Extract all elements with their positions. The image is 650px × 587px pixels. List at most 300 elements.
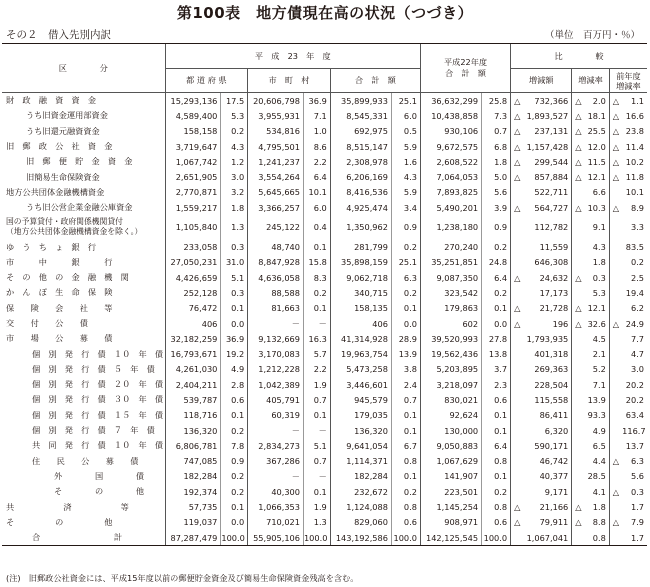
table-row (2, 377, 647, 392)
municipality-ratio: 1.9 (303, 499, 330, 514)
row-label: うち旧公営企業金融公庫資金 (26, 202, 133, 213)
increase-value: 299,544 (534, 156, 569, 167)
prefecture-ratio: 2.8 (221, 377, 248, 392)
prefecture-ratio: 7.8 (221, 438, 248, 453)
increase-rate-sign (572, 362, 585, 377)
prev-year-total: 9,087,350 (420, 270, 481, 285)
total-value: 340,715 (330, 285, 391, 300)
row-label: 個 別 発 行 債 ７ 年 債 (32, 425, 155, 436)
increase-rate-sign: △ (572, 124, 585, 139)
prev-year-total: 908,971 (420, 515, 481, 530)
prev-rate-sign (609, 530, 622, 546)
table-row (2, 154, 647, 169)
municipality-ratio: 0.1 (303, 408, 330, 423)
header-increase-rate: 増減率 (572, 69, 610, 93)
row-label: 旧 郵 政 公 社 資 金 (6, 141, 113, 152)
prev-year-total: 830,021 (420, 392, 481, 407)
total-ratio: 4.3 (391, 169, 420, 184)
prev-year-total: 35,251,851 (420, 255, 481, 270)
total-ratio: 6.7 (391, 438, 420, 453)
increase-rate: 4.9 (592, 425, 606, 436)
prev-year-ratio: 25.8 (482, 93, 511, 109)
municipality-ratio: 0.2 (303, 285, 330, 300)
table-row (2, 93, 647, 109)
prefecture-value: 3,719,647 (165, 139, 221, 154)
municipality-ratio: 1.9 (303, 377, 330, 392)
increase-sign: △ (511, 124, 524, 139)
prev-rate-sign: △ (609, 515, 622, 530)
increase-value: 564,727 (534, 202, 569, 213)
table-row (2, 331, 647, 346)
prefecture-value: 539,787 (165, 392, 221, 407)
municipality-ratio: 0.7 (303, 392, 330, 407)
prev-rate-sign (609, 255, 622, 270)
increase-value: 1,893,527 (526, 110, 569, 121)
increase-value: 1,157,428 (526, 141, 569, 152)
prefecture-value: 32,182,259 (165, 331, 221, 346)
prev-year-total: 141,907 (420, 469, 481, 484)
prefecture-ratio: 3.0 (221, 169, 248, 184)
row-label: 地方公共団体金融機構資金 (6, 186, 105, 197)
prev-rate-sign: △ (609, 139, 622, 154)
total-ratio: 3.8 (391, 362, 420, 377)
increase-value: 646,308 (534, 257, 569, 268)
prefecture-value: 119,037 (165, 515, 221, 530)
prev-year-ratio: 0.1 (482, 301, 511, 316)
table-row (2, 200, 647, 215)
debt-balance-table (2, 43, 647, 546)
prev-rate-sign (609, 270, 622, 285)
prev-rate: 4.7 (630, 349, 644, 360)
increase-value: 112,782 (534, 222, 569, 233)
prev-year-total: 36,632,299 (420, 93, 481, 109)
municipality-ratio: 2.2 (303, 362, 330, 377)
prev-rate: 116.7 (622, 425, 646, 436)
prefecture-value: 406 (165, 316, 221, 331)
municipality-ratio: 1.3 (303, 515, 330, 530)
increase-sign (511, 185, 524, 200)
total-ratio: 0.1 (391, 423, 420, 438)
prefecture-ratio: 4.9 (221, 362, 248, 377)
increase-rate-sign: △ (572, 270, 585, 285)
municipality-ratio: 1.0 (303, 124, 330, 139)
row-label: 保 険 会 社 等 (6, 302, 113, 313)
total-ratio: 6.0 (391, 108, 420, 123)
header-h22-line1: 平成22年度 (443, 57, 488, 67)
increase-rate: 8.8 (592, 517, 606, 528)
header-prev-rate-line2: 増減率 (616, 80, 641, 91)
municipality-value: 2,834,273 (248, 438, 304, 453)
increase-rate: 4.4 (592, 456, 606, 467)
header-municipality: 市 町 村 (248, 69, 331, 93)
table-row (2, 139, 647, 154)
increase-rate: 4.3 (592, 242, 606, 253)
prev-rate: 83.5 (625, 242, 644, 253)
prev-year-ratio: 27.8 (482, 331, 511, 346)
increase-rate-sign: △ (572, 515, 585, 530)
increase-value: 237,131 (534, 126, 569, 137)
total-ratio: 6.3 (391, 270, 420, 285)
increase-value: 196 (552, 318, 569, 329)
municipality-ratio: 7.1 (303, 108, 330, 123)
prefecture-value: 192,374 (165, 484, 221, 499)
increase-rate-sign: △ (572, 108, 585, 123)
total-value: 1,350,962 (330, 215, 391, 239)
prefecture-value: 118,716 (165, 408, 221, 423)
increase-value: 79,911 (539, 517, 569, 528)
prefecture-value: 1,105,840 (165, 215, 221, 239)
row-label: 共 済 等 (6, 501, 129, 512)
row-label: 市 場 公 募 債 (6, 333, 113, 344)
prev-year-total: 323,542 (420, 285, 481, 300)
municipality-ratio: 10.1 (303, 185, 330, 200)
row-label: 旧簡易生命保険資金 (26, 171, 100, 182)
total-value: 8,545,331 (330, 108, 391, 123)
increase-rate-sign: △ (572, 93, 585, 109)
total-value: 9,641,054 (330, 438, 391, 453)
row-label: 個 別 発 行 債 ５ 年 債 (32, 363, 155, 374)
table-row (2, 215, 647, 239)
increase-rate: 1.8 (592, 502, 606, 513)
municipality-ratio: 5.1 (303, 438, 330, 453)
prev-rate: 6.2 (630, 303, 644, 314)
prefecture-ratio: 0.3 (221, 239, 248, 254)
prefecture-value: 747,085 (165, 454, 221, 469)
municipality-value: 405,791 (248, 392, 304, 407)
increase-rate: 12.0 (587, 141, 606, 152)
increase-rate: 25.5 (587, 126, 606, 137)
row-label: 合 計 (2, 530, 165, 546)
increase-value: 269,363 (534, 364, 569, 375)
increase-sign: △ (511, 139, 524, 154)
prefecture-value: 1,067,742 (165, 154, 221, 169)
prev-year-total: 5,490,201 (420, 200, 481, 215)
total-ratio: 0.9 (391, 215, 420, 239)
municipality-value: 4,636,058 (248, 270, 304, 285)
footnote: (注) 旧郵政公社資金には、平成15年度以前の郵便貯金資金及び簡易生命保険資金残高を含む。 (6, 573, 359, 583)
total-value: 19,963,754 (330, 346, 391, 361)
prev-year-total: 9,672,575 (420, 139, 481, 154)
municipality-value: － (248, 316, 304, 331)
municipality-value: 1,066,353 (248, 499, 304, 514)
increase-rate: 13.9 (587, 394, 606, 405)
table-row (2, 346, 647, 361)
table-subtitle: その２ 借入先別内訳 (6, 29, 111, 41)
increase-rate: 0.8 (585, 530, 610, 546)
prev-year-total: 7,893,825 (420, 185, 481, 200)
municipality-value: 81,663 (248, 301, 304, 316)
row-label: 旧 郵 便 貯 金 資 金 (26, 156, 133, 167)
row-label: うち旧資金運用部資金 (26, 110, 108, 121)
increase-rate-sign (572, 530, 585, 546)
table-row (2, 255, 647, 270)
increase-rate: 12.1 (587, 303, 606, 314)
table-row (2, 239, 647, 254)
prev-year-ratio: 0.2 (482, 239, 511, 254)
increase-value: 9,171 (544, 486, 569, 497)
total-value: 136,320 (330, 423, 391, 438)
prev-rate-sign (609, 423, 622, 438)
increase-sign (511, 285, 524, 300)
prev-year-total: 2,608,522 (420, 154, 481, 169)
total-ratio: 3.4 (391, 200, 420, 215)
prev-rate-sign (609, 377, 622, 392)
prev-year-ratio: 0.8 (482, 454, 511, 469)
increase-rate: 4.1 (592, 486, 606, 497)
increase-value: 1,067,041 (523, 530, 571, 546)
increase-sign (511, 454, 524, 469)
table-row (2, 301, 647, 316)
total-value: 6,206,169 (330, 169, 391, 184)
increase-rate: 6.6 (592, 187, 606, 198)
increase-sign (511, 255, 524, 270)
prev-rate-sign: △ (609, 124, 622, 139)
prev-rate: 1.1 (630, 95, 644, 106)
increase-rate-sign: △ (572, 154, 585, 169)
row-label-line2: （地方公共団体金融機構資金を除く。） (6, 227, 143, 237)
table-row (2, 270, 647, 285)
increase-rate-sign (572, 484, 585, 499)
prev-rate-sign (609, 392, 622, 407)
prev-rate-sign (609, 331, 622, 346)
increase-sign: △ (511, 154, 524, 169)
prev-rate-sign: △ (609, 316, 622, 331)
prev-year-total: 5,203,895 (420, 362, 481, 377)
increase-value: 522,711 (534, 187, 569, 198)
row-label-line1: 国の予算貸付・政府関係機関貸付 (6, 217, 123, 227)
prev-year-ratio: 3.7 (482, 362, 511, 377)
prefecture-ratio: 100.0 (221, 530, 248, 546)
total-ratio: 2.4 (391, 377, 420, 392)
row-label: 個 別 発 行 債 １０ 年 債 (32, 348, 164, 359)
prefecture-value: 1,559,217 (165, 200, 221, 215)
municipality-value: － (248, 423, 304, 438)
prev-year-total: 179,863 (420, 301, 481, 316)
total-value: 232,672 (330, 484, 391, 499)
increase-rate: 5.2 (592, 364, 606, 375)
total-value: 179,035 (330, 408, 391, 423)
increase-rate: 11.5 (587, 156, 606, 167)
prev-rate: 3.3 (630, 222, 644, 233)
municipality-value: 20,606,798 (248, 93, 304, 109)
increase-value: 86,411 (539, 410, 569, 421)
prev-rate: 20.2 (625, 379, 644, 390)
prev-year-ratio: 0.1 (482, 408, 511, 423)
increase-rate-sign (572, 454, 585, 469)
header-compare: 比 較 (511, 44, 647, 69)
municipality-value: 3,955,931 (248, 108, 304, 123)
prev-rate: 6.3 (630, 456, 644, 467)
prefecture-ratio: 0.1 (221, 499, 248, 514)
total-ratio: 0.0 (391, 316, 420, 331)
prefecture-value: 4,589,400 (165, 108, 221, 123)
total-value: 281,799 (330, 239, 391, 254)
row-label: 交 付 公 債 (6, 318, 88, 328)
prefecture-value: 136,320 (165, 423, 221, 438)
prefecture-value: 2,770,871 (165, 185, 221, 200)
increase-rate-sign (572, 331, 585, 346)
municipality-ratio: － (303, 469, 330, 484)
increase-sign (511, 331, 524, 346)
municipality-value: 40,300 (248, 484, 304, 499)
prefecture-value: 4,261,030 (165, 362, 221, 377)
prev-rate: 11.4 (625, 141, 644, 152)
increase-rate-sign: △ (572, 499, 585, 514)
total-value: 2,308,978 (330, 154, 391, 169)
prefecture-value: 233,058 (165, 239, 221, 254)
prev-year-total: 142,125,545 (420, 530, 481, 546)
total-value: 35,899,933 (330, 93, 391, 109)
prefecture-value: 76,472 (165, 301, 221, 316)
increase-rate: 6.5 (592, 440, 606, 451)
prefecture-value: 27,050,231 (165, 255, 221, 270)
prev-rate-sign: △ (609, 154, 622, 169)
prev-year-total: 270,240 (420, 239, 481, 254)
increase-value: 6,320 (544, 425, 569, 436)
municipality-value: － (248, 469, 304, 484)
prefecture-value: 158,158 (165, 124, 221, 139)
increase-rate-sign: △ (572, 200, 585, 215)
increase-sign: △ (511, 316, 524, 331)
prefecture-ratio: 0.1 (221, 408, 248, 423)
municipality-value: 4,795,501 (248, 139, 304, 154)
increase-rate: 93.3 (587, 410, 606, 421)
prev-rate-sign (609, 469, 622, 484)
prefecture-ratio: 36.9 (221, 331, 248, 346)
total-value: 1,124,088 (330, 499, 391, 514)
prev-rate: 7.9 (630, 517, 644, 528)
prev-rate-sign (609, 346, 622, 361)
prev-rate: 10.2 (625, 156, 644, 167)
municipality-value: 8,847,928 (248, 255, 304, 270)
prev-year-ratio: 5.6 (482, 185, 511, 200)
header-kubun: 区 分 (2, 44, 165, 93)
total-ratio: 1.6 (391, 154, 420, 169)
table-row (2, 392, 647, 407)
increase-rate-sign: △ (572, 301, 585, 316)
prev-year-total: 9,050,883 (420, 438, 481, 453)
prev-rate-sign (609, 285, 622, 300)
prev-rate: 16.6 (625, 110, 644, 121)
table-row (2, 499, 647, 514)
total-ratio: 0.1 (391, 301, 420, 316)
prefecture-ratio: 1.8 (221, 200, 248, 215)
increase-sign (511, 392, 524, 407)
increase-rate: 7.1 (592, 379, 606, 390)
total-ratio: 0.8 (391, 454, 420, 469)
prev-year-ratio: 0.8 (482, 499, 511, 514)
total-ratio: 0.2 (391, 239, 420, 254)
municipality-ratio: 0.1 (303, 301, 330, 316)
increase-sign (511, 530, 524, 546)
total-value: 5,473,258 (330, 362, 391, 377)
increase-rate: 32.6 (587, 318, 606, 329)
municipality-ratio: 5.7 (303, 346, 330, 361)
prefecture-value: 15,293,136 (165, 93, 221, 109)
increase-value: 40,377 (539, 471, 569, 482)
increase-rate-sign (572, 408, 585, 423)
municipality-value: 245,122 (248, 215, 304, 239)
increase-rate-sign (572, 346, 585, 361)
increase-rate: 10.3 (587, 202, 606, 213)
municipality-ratio: 6.4 (303, 169, 330, 184)
table-row (2, 438, 647, 453)
increase-rate: 2.1 (592, 349, 606, 360)
row-label: ゆ う ち ょ 銀 行 (6, 241, 97, 252)
prev-rate: 11.8 (625, 172, 644, 183)
prev-rate-sign (609, 239, 622, 254)
total-ratio: 0.7 (391, 392, 420, 407)
municipality-value: 5,645,665 (248, 185, 304, 200)
prev-year-ratio: 3.9 (482, 200, 511, 215)
increase-rate: 28.5 (587, 471, 606, 482)
table-row (2, 515, 647, 530)
municipality-ratio: 0.1 (303, 239, 330, 254)
row-label (2, 215, 165, 239)
row-label: 個 別 発 行 債 １５ 年 債 (32, 409, 164, 420)
prefecture-ratio: 0.2 (221, 484, 248, 499)
table-row (2, 124, 647, 139)
municipality-ratio: 0.1 (303, 484, 330, 499)
prefecture-value: 182,284 (165, 469, 221, 484)
increase-sign (511, 408, 524, 423)
prev-year-ratio: 100.0 (482, 530, 511, 546)
prev-year-ratio: 2.3 (482, 377, 511, 392)
header-h23: 平 成 23 年 度 (165, 44, 420, 69)
prev-rate: 3.0 (630, 364, 644, 375)
table-title: 第100表 地方債現在高の状況（つづき） (176, 4, 474, 22)
increase-rate-sign: △ (572, 169, 585, 184)
increase-sign (511, 469, 524, 484)
prev-year-total: 130,000 (420, 423, 481, 438)
increase-rate: 12.1 (587, 172, 606, 183)
prefecture-ratio: 3.2 (221, 185, 248, 200)
total-value: 35,898,159 (330, 255, 391, 270)
prev-year-total: 930,106 (420, 124, 481, 139)
prefecture-ratio: 17.5 (221, 93, 248, 109)
municipality-ratio: 100.0 (303, 530, 330, 546)
increase-value: 732,366 (534, 95, 569, 106)
table-row (2, 316, 647, 331)
total-value: 182,284 (330, 469, 391, 484)
prev-rate: 0.3 (630, 486, 644, 497)
prev-rate: 23.8 (625, 126, 644, 137)
prev-rate: 5.6 (630, 471, 644, 482)
increase-sign (511, 377, 524, 392)
prefecture-ratio: 4.3 (221, 139, 248, 154)
total-ratio: 100.0 (391, 530, 420, 546)
prefecture-ratio: 0.3 (221, 285, 248, 300)
municipality-ratio: － (303, 423, 330, 438)
increase-sign: △ (511, 499, 524, 514)
prev-year-ratio: 0.2 (482, 484, 511, 499)
municipality-value: 3,366,257 (248, 200, 304, 215)
prev-year-ratio: 0.0 (482, 316, 511, 331)
row-label: そ の 他 の 金 融 機 関 (6, 272, 129, 283)
total-ratio: 0.6 (391, 515, 420, 530)
prev-rate: 7.7 (630, 333, 644, 344)
municipality-ratio: 36.9 (303, 93, 330, 109)
increase-sign: △ (511, 515, 524, 530)
increase-value: 17,173 (539, 287, 569, 298)
prefecture-ratio: 1.3 (221, 215, 248, 239)
total-ratio: 25.1 (391, 255, 420, 270)
prev-rate: 8.9 (630, 202, 644, 213)
prefecture-ratio: 19.2 (221, 346, 248, 361)
row-label: 個 別 発 行 債 ２０ 年 債 (32, 379, 164, 390)
increase-value: 21,166 (539, 502, 569, 513)
prev-year-ratio: 0.1 (482, 469, 511, 484)
